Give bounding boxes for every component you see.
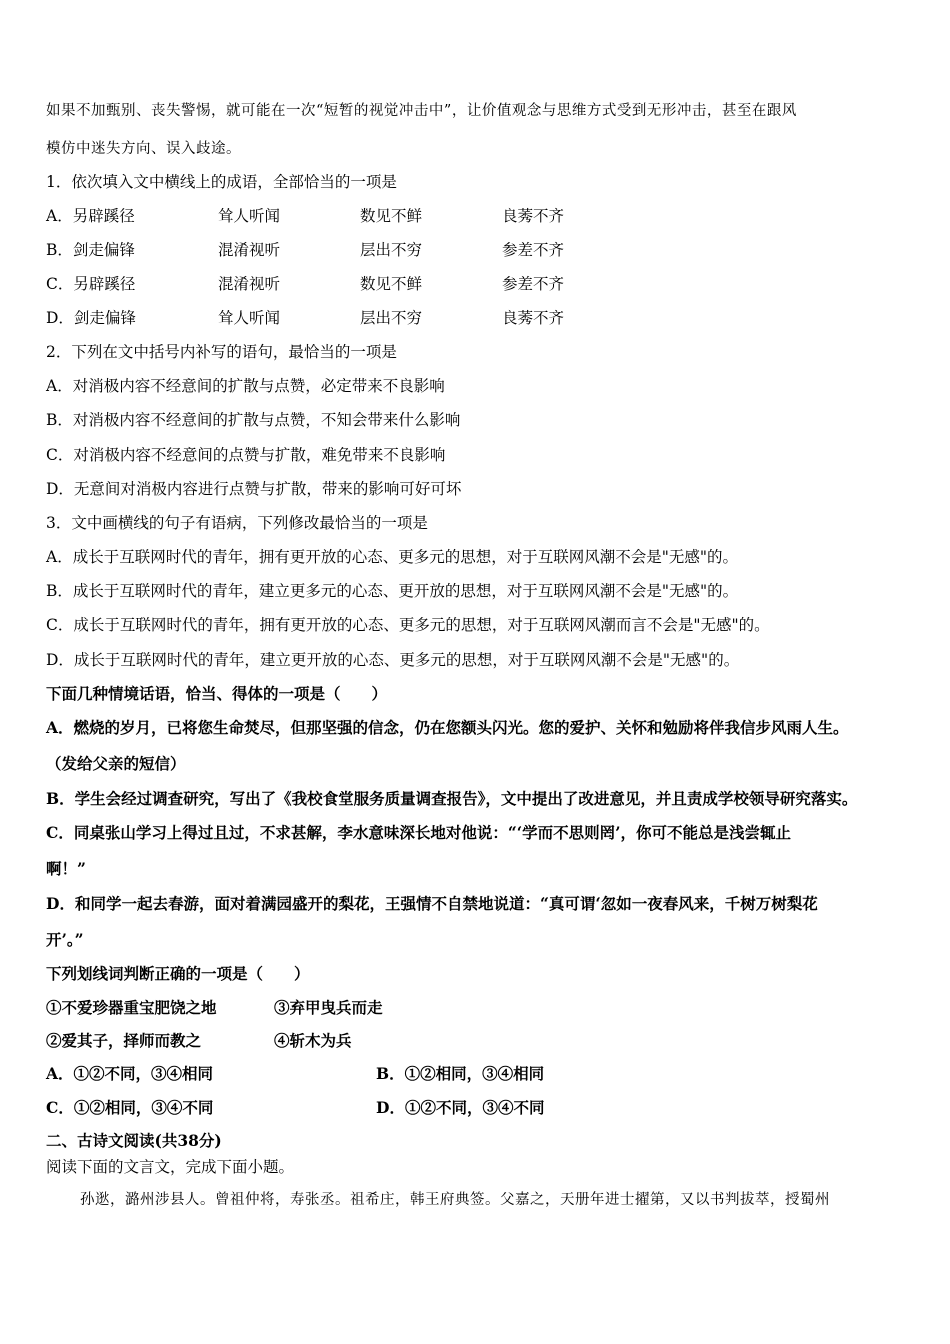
q5-items-row-1 [46, 998, 383, 1018]
q5-option-d: D．①②不同，③④不同 [376, 1098, 545, 1117]
q3-option-a: A．成长于互联网时代的青年，拥有更开放的心态、更多元的思想，对于互联网风潮不会是"无感"的。 [46, 548, 738, 566]
q1-d-2: 耸人听闻 [218, 309, 281, 327]
q5-option-c: C．①②相同，③④不同 [46, 1098, 214, 1117]
section-2-instruction: 阅读下面的文言文，完成下面小题。 [46, 1158, 295, 1176]
q5-item-3: ③弃甲曳兵而走 [274, 998, 383, 1017]
q5-options-row-1 [46, 1064, 544, 1084]
q2-stem: 2．下列在文中括号内补写的语句，最恰当的一项是 [46, 343, 397, 361]
q1-a-3: 数见不鲜 [360, 207, 423, 225]
q1-option-a [46, 206, 644, 226]
q5-option-b: B．①②相同，③④相同 [376, 1064, 545, 1083]
q1-a-4: 良莠不齐 [502, 207, 565, 225]
q2-option-b: B．对消极内容不经意间的扩散与点赞，不知会带来什么影响 [46, 411, 461, 429]
q2-option-d: D．无意间对消极内容进行点赞与扩散，带来的影响可好可坏 [46, 480, 462, 498]
q2-option-c: C．对消极内容不经意间的点赞与扩散，难免带来不良影响 [46, 446, 446, 464]
q4-option-a: A．燃烧的岁月，已将您生命焚尽，但那坚强的信念，仍在您额头闪光。您的爱护、关怀和勉励将伴我信步风雨人生。 [46, 718, 849, 737]
q3-stem: 3．文中画横线的句子有语病，下列修改最恰当的一项是 [46, 514, 428, 532]
q1-a-2: 耸人听闻 [218, 207, 281, 225]
q1-d-4: 良莠不齐 [502, 309, 565, 327]
q1-c-3: 数见不鲜 [360, 275, 423, 293]
q1-option-b [46, 240, 644, 260]
q2-option-a: A．对消极内容不经意间的扩散与点赞，必定带来不良影响 [46, 377, 445, 395]
q1-d-3: 层出不穷 [360, 309, 423, 327]
q1-b-4: 参差不齐 [502, 241, 565, 259]
q3-option-c: C．成长于互联网时代的青年，拥有更开放的心态、更多元的思想，对于互联网风潮而言不会是"无感"的。 [46, 616, 770, 634]
section-2-title: 二、古诗文阅读(共38分) [46, 1131, 222, 1150]
q1-b-3: 层出不穷 [360, 241, 423, 259]
q1-c-4: 参差不齐 [502, 275, 565, 293]
q1-b-2: 混淆视听 [218, 241, 281, 259]
q1-option-c [46, 274, 644, 294]
q5-item-4: ④斩木为兵 [274, 1031, 352, 1050]
passage-line-1: 如果不加甄别、丧失警惕，就可能在一次“短暂的视觉冲击中”，让价值观念与思维方式受到无形冲击，甚至在跟风 [46, 103, 797, 119]
q5-option-a: A．①②不同，③④相同 [46, 1064, 214, 1083]
q5-stem: 下列划线词判断正确的一项是（ ） [46, 964, 310, 983]
q1-c-1: C．另辟蹊径 [46, 275, 136, 293]
classical-text-line-1: 孙逖，潞州涉县人。曾祖仲将，寿张丞。祖希庄，韩王府典签。父嘉之，天册年进士擢第，又以书判拔萃，授蜀州 [80, 1192, 830, 1208]
q4-stem: 下面几种情境话语，恰当、得体的一项是（ ） [46, 684, 388, 703]
q3-option-d: D．成长于互联网时代的青年，建立更开放的心态、更多元的思想，对于互联网风潮不会是"无感"的。 [46, 651, 740, 669]
q4-option-d-line2: 开’。” [46, 930, 84, 949]
q1-d-1: D．剑走偏锋 [46, 309, 136, 327]
q5-items-row-2 [46, 1031, 352, 1051]
q3-option-b: B．成长于互联网时代的青年，建立更多元的心态、更开放的思想，对于互联网风潮不会是"无感"的。 [46, 582, 739, 600]
q1-a-1: A．另辟蹊径 [46, 207, 135, 225]
q5-item-2: ②爱其子，择师而教之 [46, 1031, 202, 1050]
q4-option-b: B．学生会经过调查研究，写出了《我校食堂服务质量调查报告》，文中提出了改进意见，并且责成学校领导研究落实。 [46, 789, 858, 808]
q1-stem: 1．依次填入文中横线上的成语，全部恰当的一项是 [46, 173, 397, 191]
q1-c-2: 混淆视听 [218, 275, 281, 293]
q4-option-c-line1: C．同桌张山学习上得过且过，不求甚解，李水意味深长地对他说：“‘学而不思则罔’，你可不能总是浅尝辄止 [46, 823, 792, 842]
q1-option-d [46, 308, 644, 328]
q4-option-c-line2: 啊！” [46, 859, 86, 878]
q5-item-1: ①不爱珍器重宝肥饶之地 [46, 998, 217, 1017]
q5-options-row-2 [46, 1098, 544, 1118]
passage-line-2: 模仿中迷失方向、误入歧途。 [46, 141, 241, 157]
q1-b-1: B．剑走偏锋 [46, 241, 135, 259]
q4-option-d-line1: D．和同学一起去春游，面对着满园盛开的梨花，王强情不自禁地说道：“真可谓‘忽如一夜春风来，千树万树梨花 [46, 894, 818, 913]
q4-option-a-note: （发给父亲的短信） [46, 754, 186, 773]
